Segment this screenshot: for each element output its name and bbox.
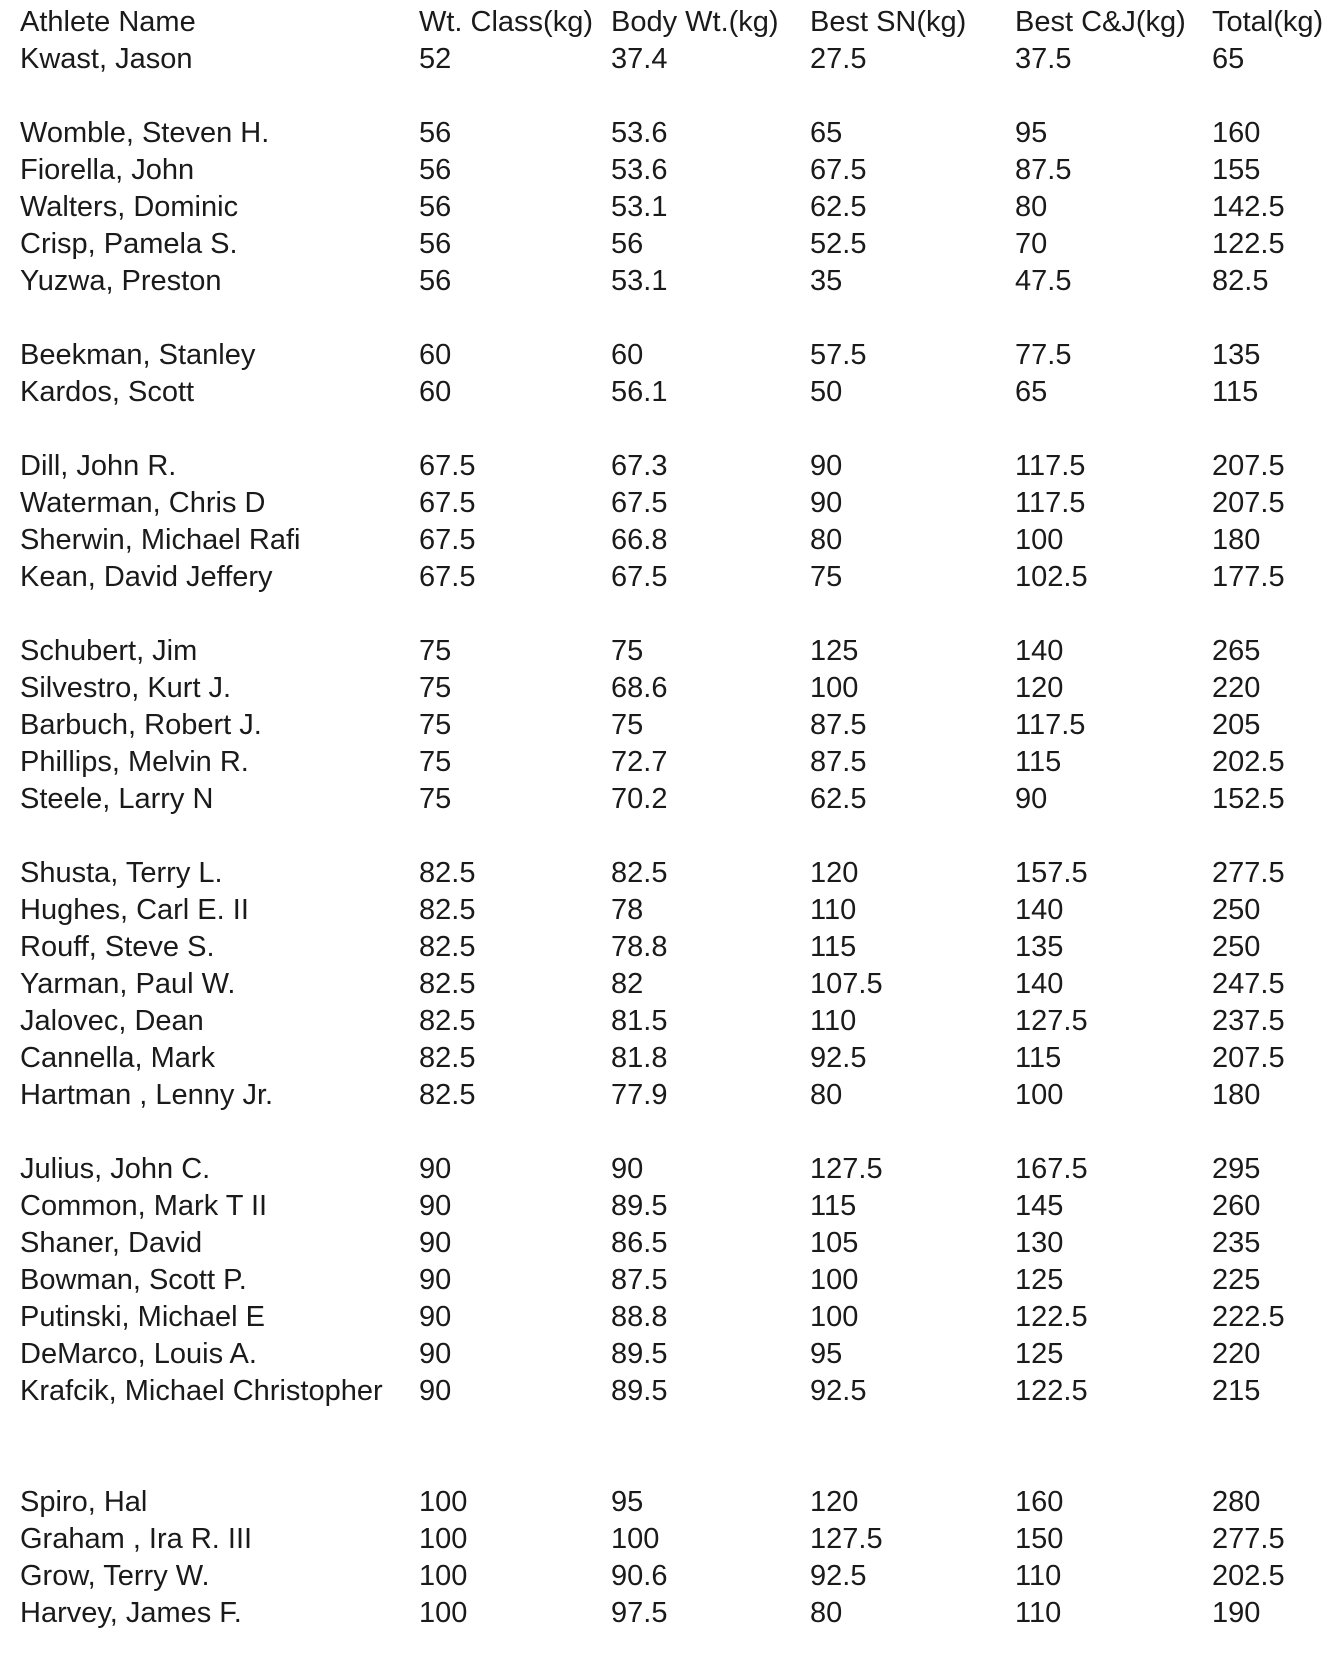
weight-class-cell: 67.5 xyxy=(419,561,476,593)
best-snatch-cell: 110 xyxy=(810,1005,857,1037)
best-snatch-cell: 80 xyxy=(810,1079,843,1111)
body-weight-cell: 87.5 xyxy=(611,1264,668,1296)
table-row xyxy=(20,781,1340,818)
weight-class-cell: 75 xyxy=(419,672,452,704)
total-cell: 207.5 xyxy=(1212,450,1285,482)
weight-class-cell: 82.5 xyxy=(419,1042,476,1074)
weight-class-cell: 90 xyxy=(419,1190,452,1222)
weight-class-cell: 56 xyxy=(419,117,452,149)
weight-class-cell: 67.5 xyxy=(419,450,476,482)
table-row xyxy=(20,966,1340,1003)
body-weight-cell: 81.8 xyxy=(611,1042,668,1074)
total-cell: 260 xyxy=(1212,1190,1261,1222)
weight-class-cell: 100 xyxy=(419,1523,468,1555)
best-snatch-cell: 50 xyxy=(810,376,843,408)
athlete-name-cell: Dill, John R. xyxy=(20,450,177,482)
total-cell: 265 xyxy=(1212,635,1261,667)
total-cell: 215 xyxy=(1212,1375,1261,1407)
group-spacer xyxy=(20,596,1340,633)
athlete-name-cell: Walters, Dominic xyxy=(20,191,239,223)
header-total: Total(kg) xyxy=(1212,6,1324,38)
total-cell: 277.5 xyxy=(1212,1523,1285,1555)
table-row xyxy=(20,744,1340,781)
best-snatch-cell: 75 xyxy=(810,561,843,593)
best-clean-jerk-cell: 102.5 xyxy=(1015,561,1088,593)
best-clean-jerk-cell: 157.5 xyxy=(1015,857,1088,889)
athlete-name-cell: Barbuch, Robert J. xyxy=(20,709,262,741)
table-row xyxy=(20,670,1340,707)
table-row xyxy=(20,1040,1340,1077)
body-weight-cell: 78.8 xyxy=(611,931,668,963)
group-spacer xyxy=(20,1114,1340,1151)
best-snatch-cell: 120 xyxy=(810,857,859,889)
best-snatch-cell: 90 xyxy=(810,487,843,519)
best-clean-jerk-cell: 47.5 xyxy=(1015,265,1072,297)
athlete-name-cell: Bowman, Scott P. xyxy=(20,1264,247,1296)
body-weight-cell: 60 xyxy=(611,339,644,371)
table-row xyxy=(20,1188,1340,1225)
athlete-name-cell: Julius, John C. xyxy=(20,1153,211,1185)
athlete-name-cell: Silvestro, Kurt J. xyxy=(20,672,232,704)
table-row xyxy=(20,855,1340,892)
best-snatch-cell: 90 xyxy=(810,450,843,482)
best-snatch-cell: 100 xyxy=(810,1301,859,1333)
best-clean-jerk-cell: 87.5 xyxy=(1015,154,1072,186)
best-snatch-cell: 107.5 xyxy=(810,968,883,1000)
header-row xyxy=(20,4,1340,41)
best-snatch-cell: 67.5 xyxy=(810,154,867,186)
weight-class-cell: 90 xyxy=(419,1375,452,1407)
table-row xyxy=(20,1558,1340,1595)
athlete-name-cell: Womble, Steven H. xyxy=(20,117,270,149)
weight-class-cell: 90 xyxy=(419,1301,452,1333)
weight-class-cell: 82.5 xyxy=(419,1005,476,1037)
table-row xyxy=(20,1262,1340,1299)
total-cell: 277.5 xyxy=(1212,857,1285,889)
body-weight-cell: 68.6 xyxy=(611,672,668,704)
athlete-name-cell: Waterman, Chris D xyxy=(20,487,266,519)
best-clean-jerk-cell: 150 xyxy=(1015,1523,1064,1555)
weight-class-cell: 90 xyxy=(419,1264,452,1296)
table-row xyxy=(20,522,1340,559)
weight-class-cell: 60 xyxy=(419,339,452,371)
best-clean-jerk-cell: 100 xyxy=(1015,524,1064,556)
table-row xyxy=(20,559,1340,596)
body-weight-cell: 37.4 xyxy=(611,43,668,75)
athlete-name-cell: Hughes, Carl E. II xyxy=(20,894,249,926)
best-clean-jerk-cell: 167.5 xyxy=(1015,1153,1088,1185)
total-cell: 280 xyxy=(1212,1486,1261,1518)
weight-class-cell: 90 xyxy=(419,1227,452,1259)
best-snatch-cell: 110 xyxy=(810,894,857,926)
athlete-name-cell: Shusta, Terry L. xyxy=(20,857,223,889)
table-row xyxy=(20,485,1340,522)
weight-class-cell: 90 xyxy=(419,1153,452,1185)
body-weight-cell: 67.5 xyxy=(611,487,668,519)
weight-class-cell: 67.5 xyxy=(419,524,476,556)
table-row xyxy=(20,1373,1340,1447)
best-clean-jerk-cell: 80 xyxy=(1015,191,1048,223)
header-body-weight: Body Wt.(kg) xyxy=(611,6,779,38)
best-clean-jerk-cell: 117.5 xyxy=(1015,487,1086,519)
best-snatch-cell: 92.5 xyxy=(810,1375,867,1407)
group-spacer xyxy=(20,411,1340,448)
body-weight-cell: 56 xyxy=(611,228,644,260)
best-clean-jerk-cell: 70 xyxy=(1015,228,1048,260)
best-snatch-cell: 100 xyxy=(810,1264,859,1296)
weight-class-cell: 75 xyxy=(419,709,452,741)
total-cell: 250 xyxy=(1212,894,1261,926)
athlete-name-cell: Schubert, Jim xyxy=(20,635,198,667)
body-weight-cell: 90 xyxy=(611,1153,644,1185)
header-weight-class: Wt. Class(kg) xyxy=(419,6,593,38)
best-snatch-cell: 62.5 xyxy=(810,191,867,223)
body-weight-cell: 70.2 xyxy=(611,783,668,815)
best-snatch-cell: 120 xyxy=(810,1486,859,1518)
group-spacer xyxy=(20,300,1340,337)
best-snatch-cell: 92.5 xyxy=(810,1560,867,1592)
body-weight-cell: 67.5 xyxy=(611,561,668,593)
table-row xyxy=(20,337,1340,374)
best-clean-jerk-cell: 117.5 xyxy=(1015,709,1086,741)
total-cell: 225 xyxy=(1212,1264,1261,1296)
body-weight-cell: 75 xyxy=(611,709,644,741)
table-row xyxy=(20,152,1340,189)
best-clean-jerk-cell: 100 xyxy=(1015,1079,1064,1111)
body-weight-cell: 81.5 xyxy=(611,1005,668,1037)
best-snatch-cell: 62.5 xyxy=(810,783,867,815)
weight-class-cell: 67.5 xyxy=(419,487,476,519)
total-cell: 152.5 xyxy=(1212,783,1285,815)
body-weight-cell: 78 xyxy=(611,894,644,926)
total-cell: 177.5 xyxy=(1212,561,1285,593)
best-snatch-cell: 65 xyxy=(810,117,843,149)
best-clean-jerk-cell: 110 xyxy=(1015,1597,1062,1629)
best-snatch-cell: 57.5 xyxy=(810,339,867,371)
athlete-name-cell: Jalovec, Dean xyxy=(20,1005,204,1037)
best-snatch-cell: 115 xyxy=(810,1190,857,1222)
body-weight-cell: 67.3 xyxy=(611,450,668,482)
weight-class-cell: 82.5 xyxy=(419,894,476,926)
total-cell: 122.5 xyxy=(1212,228,1285,260)
body-weight-cell: 66.8 xyxy=(611,524,668,556)
best-clean-jerk-cell: 160 xyxy=(1015,1486,1064,1518)
best-clean-jerk-cell: 37.5 xyxy=(1015,43,1072,75)
athlete-name-cell: Cannella, Mark xyxy=(20,1042,216,1074)
best-clean-jerk-cell: 125 xyxy=(1015,1338,1064,1370)
athlete-name-cell: Kwast, Jason xyxy=(20,43,193,75)
weight-class-cell: 56 xyxy=(419,228,452,260)
best-snatch-cell: 125 xyxy=(810,635,859,667)
best-snatch-cell: 115 xyxy=(810,931,857,963)
weight-class-cell: 75 xyxy=(419,746,452,778)
weight-class-cell: 82.5 xyxy=(419,931,476,963)
group-spacer xyxy=(20,818,1340,855)
body-weight-cell: 77.9 xyxy=(611,1079,668,1111)
group-spacer xyxy=(20,1447,1340,1484)
body-weight-cell: 53.1 xyxy=(611,265,668,297)
weight-class-cell: 100 xyxy=(419,1597,468,1629)
body-weight-cell: 53.6 xyxy=(611,154,668,186)
table-row xyxy=(20,1299,1340,1336)
group-spacer xyxy=(20,78,1340,115)
weight-class-cell: 90 xyxy=(419,1338,452,1370)
table-row xyxy=(20,448,1340,485)
table-row xyxy=(20,892,1340,929)
weight-class-cell: 56 xyxy=(419,265,452,297)
table-row xyxy=(20,1336,1340,1373)
best-snatch-cell: 87.5 xyxy=(810,746,867,778)
best-clean-jerk-cell: 140 xyxy=(1015,894,1064,926)
best-clean-jerk-cell: 65 xyxy=(1015,376,1048,408)
body-weight-cell: 89.5 xyxy=(611,1338,668,1370)
athlete-name-cell: Kardos, Scott xyxy=(20,376,195,408)
results-table xyxy=(20,4,1340,1632)
table-body xyxy=(20,41,1340,1632)
table-row xyxy=(20,1484,1340,1521)
table-row xyxy=(20,1521,1340,1558)
total-cell: 237.5 xyxy=(1212,1005,1285,1037)
table-row xyxy=(20,1151,1340,1188)
total-cell: 220 xyxy=(1212,1338,1261,1370)
athlete-name-cell: Rouff, Steve S. xyxy=(20,931,215,963)
best-clean-jerk-cell: 125 xyxy=(1015,1264,1064,1296)
athlete-name-cell: Yarman, Paul W. xyxy=(20,968,236,1000)
total-cell: 247.5 xyxy=(1212,968,1285,1000)
best-clean-jerk-cell: 140 xyxy=(1015,968,1064,1000)
best-clean-jerk-cell: 122.5 xyxy=(1015,1375,1088,1407)
best-clean-jerk-cell: 122.5 xyxy=(1015,1301,1088,1333)
weight-class-cell: 82.5 xyxy=(419,968,476,1000)
table-row xyxy=(20,707,1340,744)
total-cell: 155 xyxy=(1212,154,1261,186)
best-clean-jerk-cell: 140 xyxy=(1015,635,1064,667)
header-athlete-name: Athlete Name xyxy=(20,6,196,38)
best-clean-jerk-cell: 77.5 xyxy=(1015,339,1072,371)
athlete-name-cell: Kean, David Jeffery xyxy=(20,561,273,593)
athlete-name-cell: Fiorella, John xyxy=(20,154,195,186)
body-weight-cell: 90.6 xyxy=(611,1560,668,1592)
total-cell: 202.5 xyxy=(1212,1560,1285,1592)
table-row xyxy=(20,115,1340,152)
best-snatch-cell: 105 xyxy=(810,1227,859,1259)
best-clean-jerk-cell: 115 xyxy=(1015,1042,1062,1074)
body-weight-cell: 53.1 xyxy=(611,191,668,223)
athlete-name-cell: Krafcik, Michael Christopher xyxy=(20,1375,383,1407)
body-weight-cell: 89.5 xyxy=(611,1190,668,1222)
body-weight-cell: 86.5 xyxy=(611,1227,668,1259)
best-snatch-cell: 100 xyxy=(810,672,859,704)
athlete-name-cell: Phillips, Melvin R. xyxy=(20,746,249,778)
best-snatch-cell: 127.5 xyxy=(810,1153,883,1185)
table-row xyxy=(20,374,1340,411)
athlete-name-cell: Spiro, Hal xyxy=(20,1486,148,1518)
athlete-name-cell: Yuzwa, Preston xyxy=(20,265,222,297)
total-cell: 160 xyxy=(1212,117,1261,149)
body-weight-cell: 97.5 xyxy=(611,1597,668,1629)
table-row xyxy=(20,929,1340,966)
best-clean-jerk-cell: 120 xyxy=(1015,672,1064,704)
athlete-name-cell: Putinski, Michael E xyxy=(20,1301,265,1333)
total-cell: 202.5 xyxy=(1212,746,1285,778)
body-weight-cell: 72.7 xyxy=(611,746,668,778)
table-row xyxy=(20,189,1340,226)
best-clean-jerk-cell: 127.5 xyxy=(1015,1005,1088,1037)
weight-class-cell: 75 xyxy=(419,635,452,667)
total-cell: 205 xyxy=(1212,709,1261,741)
table-row xyxy=(20,633,1340,670)
best-clean-jerk-cell: 117.5 xyxy=(1015,450,1086,482)
best-snatch-cell: 127.5 xyxy=(810,1523,883,1555)
best-snatch-cell: 27.5 xyxy=(810,43,867,75)
body-weight-cell: 53.6 xyxy=(611,117,668,149)
best-clean-jerk-cell: 145 xyxy=(1015,1190,1064,1222)
athlete-name-cell: Shaner, David xyxy=(20,1227,203,1259)
athlete-name-cell: Grow, Terry W. xyxy=(20,1560,210,1592)
table-row xyxy=(20,1003,1340,1040)
athlete-name-cell: Steele, Larry N xyxy=(20,783,214,815)
best-clean-jerk-cell: 130 xyxy=(1015,1227,1064,1259)
athlete-name-cell: Harvey, James F. xyxy=(20,1597,242,1629)
weight-class-cell: 75 xyxy=(419,783,452,815)
best-snatch-cell: 80 xyxy=(810,1597,843,1629)
weight-class-cell: 52 xyxy=(419,43,452,75)
best-snatch-cell: 80 xyxy=(810,524,843,556)
best-snatch-cell: 95 xyxy=(810,1338,843,1370)
athlete-name-cell: Graham , Ira R. III xyxy=(20,1523,253,1555)
athlete-name-cell: Hartman , Lenny Jr. xyxy=(20,1079,274,1111)
body-weight-cell: 75 xyxy=(611,635,644,667)
best-clean-jerk-cell: 110 xyxy=(1015,1560,1062,1592)
total-cell: 180 xyxy=(1212,1079,1261,1111)
best-snatch-cell: 35 xyxy=(810,265,843,297)
body-weight-cell: 89.5 xyxy=(611,1375,668,1407)
weight-class-cell: 56 xyxy=(419,154,452,186)
athlete-name-cell: DeMarco, Louis A. xyxy=(20,1338,257,1370)
athlete-name-cell: Common, Mark T II xyxy=(20,1190,268,1222)
table-row xyxy=(20,1595,1340,1632)
weight-class-cell: 100 xyxy=(419,1486,468,1518)
best-snatch-cell: 87.5 xyxy=(810,709,867,741)
total-cell: 250 xyxy=(1212,931,1261,963)
total-cell: 207.5 xyxy=(1212,487,1285,519)
athlete-name-cell: Beekman, Stanley xyxy=(20,339,256,371)
body-weight-cell: 95 xyxy=(611,1486,644,1518)
best-clean-jerk-cell: 90 xyxy=(1015,783,1048,815)
total-cell: 190 xyxy=(1212,1597,1261,1629)
total-cell: 142.5 xyxy=(1212,191,1285,223)
total-cell: 135 xyxy=(1212,339,1261,371)
table-row xyxy=(20,226,1340,263)
header-best-clean-jerk: Best C&J(kg) xyxy=(1015,6,1186,38)
weight-class-cell: 82.5 xyxy=(419,1079,476,1111)
body-weight-cell: 82 xyxy=(611,968,644,1000)
best-snatch-cell: 92.5 xyxy=(810,1042,867,1074)
body-weight-cell: 100 xyxy=(611,1523,660,1555)
total-cell: 180 xyxy=(1212,524,1261,556)
best-snatch-cell: 52.5 xyxy=(810,228,867,260)
total-cell: 220 xyxy=(1212,672,1261,704)
best-clean-jerk-cell: 115 xyxy=(1015,746,1062,778)
athlete-name-cell: Sherwin, Michael Rafi xyxy=(20,524,301,556)
athlete-name-cell: Crisp, Pamela S. xyxy=(20,228,238,260)
weight-class-cell: 82.5 xyxy=(419,857,476,889)
total-cell: 235 xyxy=(1212,1227,1261,1259)
total-cell: 295 xyxy=(1212,1153,1261,1185)
total-cell: 207.5 xyxy=(1212,1042,1285,1074)
total-cell: 115 xyxy=(1212,376,1259,408)
table-row xyxy=(20,41,1340,78)
header-best-snatch: Best SN(kg) xyxy=(810,6,967,38)
best-clean-jerk-cell: 95 xyxy=(1015,117,1048,149)
weight-class-cell: 60 xyxy=(419,376,452,408)
table-row xyxy=(20,263,1340,300)
best-clean-jerk-cell: 135 xyxy=(1015,931,1064,963)
total-cell: 65 xyxy=(1212,43,1245,75)
total-cell: 222.5 xyxy=(1212,1301,1285,1333)
body-weight-cell: 56.1 xyxy=(611,376,668,408)
table-row xyxy=(20,1077,1340,1114)
body-weight-cell: 82.5 xyxy=(611,857,668,889)
weight-class-cell: 56 xyxy=(419,191,452,223)
weight-class-cell: 100 xyxy=(419,1560,468,1592)
total-cell: 82.5 xyxy=(1212,265,1269,297)
body-weight-cell: 88.8 xyxy=(611,1301,668,1333)
table-row xyxy=(20,1225,1340,1262)
